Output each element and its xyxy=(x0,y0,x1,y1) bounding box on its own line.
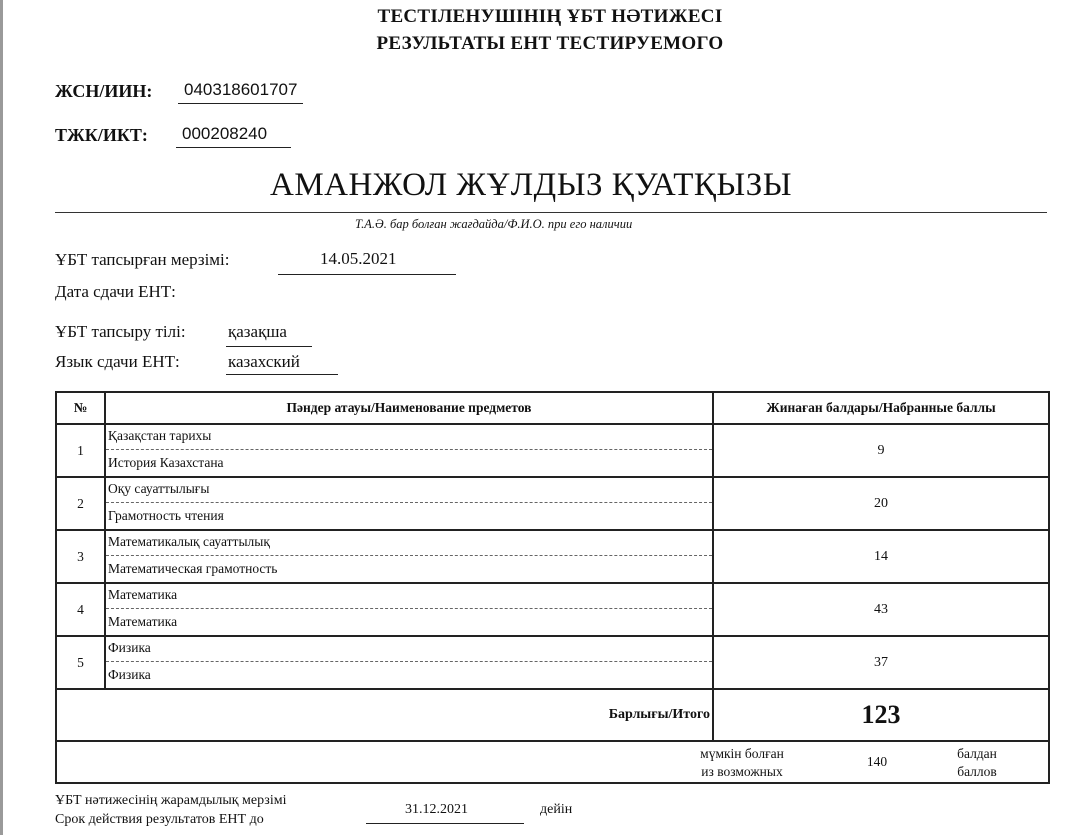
validity-underline xyxy=(366,823,524,824)
validity-label-kz: ҰБТ нәтижесінің жарамдылық мерзімі xyxy=(55,793,287,808)
header-number: № xyxy=(56,392,105,424)
title-ru: РЕЗУЛЬТАТЫ ЕНТ ТЕСТИРУЕМОГО xyxy=(376,33,724,54)
possible-row xyxy=(56,741,1049,783)
table-row xyxy=(56,477,1049,530)
row-score: 43 xyxy=(713,583,1049,636)
row-subject xyxy=(105,530,713,583)
table-row xyxy=(56,583,1049,636)
exam-language-underline-kz xyxy=(226,346,312,347)
ikt-value: 000208240 xyxy=(176,124,291,148)
validity-suffix: дейін xyxy=(540,802,573,817)
possible-suffix-kz: балдан xyxy=(957,746,997,761)
exam-language-label-ru: Язык сдачи ЕНТ: xyxy=(55,352,180,371)
title-kz: ТЕСТІЛЕНУШІНІҢ ҰБТ НӘТИЖЕСІ xyxy=(377,6,723,27)
row-subject xyxy=(105,583,713,636)
exam-language-value-ru: казахский xyxy=(228,352,300,371)
subject-name-kz: Математикалық сауаттылық xyxy=(106,531,712,556)
exam-language-underline-ru xyxy=(226,374,338,375)
possible-cell xyxy=(56,741,1049,783)
iin-label: ЖСН/ИИН: xyxy=(55,81,153,101)
subject-name-ru: Математика xyxy=(108,614,178,629)
table-row xyxy=(56,636,1049,689)
exam-date-label-ru: Дата сдачи ЕНТ: xyxy=(55,282,176,301)
subject-name-kz: Қазақстан тарихы xyxy=(106,425,712,450)
exam-language-label-kz: ҰБТ тапсыру тілі: xyxy=(55,322,186,341)
header-score: Жинаған балдары/Набранные баллы xyxy=(713,392,1049,424)
possible-label-kz: мүмкін болған xyxy=(700,746,784,761)
name-underline xyxy=(55,212,1047,213)
table-header-row xyxy=(56,392,1049,424)
row-number: 5 xyxy=(56,636,105,689)
possible-value: 140 xyxy=(866,754,888,769)
row-number: 4 xyxy=(56,583,105,636)
subject-name-kz: Математика xyxy=(106,584,712,609)
subject-name-kz: Оқу сауаттылығы xyxy=(106,478,712,503)
subject-name-ru: Математическая грамотность xyxy=(108,561,278,576)
validity-label-ru: Срок действия результатов ЕНТ до xyxy=(55,812,264,827)
possible-label-ru: из возможных xyxy=(701,764,783,779)
scores-table xyxy=(55,391,1050,784)
row-score: 14 xyxy=(713,530,1049,583)
header-subject: Пәндер атауы/Наименование предметов xyxy=(105,392,713,424)
subject-name-ru: История Казахстана xyxy=(108,455,224,470)
row-number: 2 xyxy=(56,477,105,530)
exam-date-underline xyxy=(278,274,456,275)
total-label: Барлығы/Итого xyxy=(56,689,713,741)
ikt-label: ТЖК/ИКТ: xyxy=(55,125,148,145)
possible-suffix-ru: баллов xyxy=(957,764,997,779)
subject-name-kz: Физика xyxy=(106,637,712,662)
total-score: 123 xyxy=(713,689,1049,741)
subject-name-ru: Грамотность чтения xyxy=(108,508,224,523)
row-score: 20 xyxy=(713,477,1049,530)
row-subject xyxy=(105,424,713,477)
full-name: АМАНЖОЛ ЖҰЛДЫЗ ҚУАТҚЫЗЫ xyxy=(270,167,793,203)
subject-name-ru: Физика xyxy=(108,667,151,682)
row-score: 37 xyxy=(713,636,1049,689)
row-subject xyxy=(105,477,713,530)
table-row xyxy=(56,424,1049,477)
exam-date-label-kz: ҰБТ тапсырған мерзімі: xyxy=(55,250,230,269)
row-number: 1 xyxy=(56,424,105,477)
exam-language-value-kz: қазақша xyxy=(228,322,287,341)
total-row xyxy=(56,689,1049,741)
row-number: 3 xyxy=(56,530,105,583)
page-edge xyxy=(0,0,3,835)
row-subject xyxy=(105,636,713,689)
exam-date-value: 14.05.2021 xyxy=(320,249,397,268)
row-score: 9 xyxy=(713,424,1049,477)
possible-wrap xyxy=(57,742,1048,782)
validity-date: 31.12.2021 xyxy=(405,802,468,817)
name-note: Т.А.Ә. бар болған жағдайда/Ф.И.О. при его наличии xyxy=(355,217,633,231)
table-row xyxy=(56,530,1049,583)
iin-value: 040318601707 xyxy=(178,80,303,104)
